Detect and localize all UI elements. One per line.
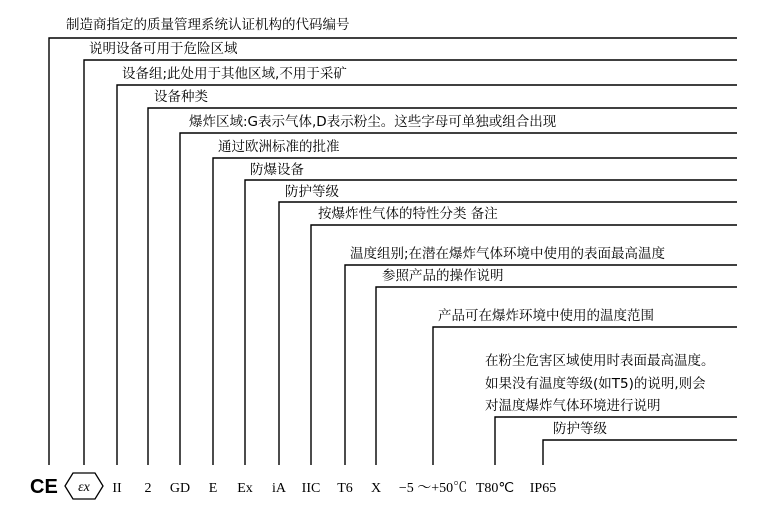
marking-ip: IP65 bbox=[529, 481, 557, 496]
label-european-standard: 通过欧洲标准的批准 bbox=[218, 139, 340, 155]
marking-ambient-range: −5 ～+50℃ bbox=[398, 481, 468, 496]
marking-standard: E bbox=[208, 481, 218, 496]
label-protection-level: 防护等级 bbox=[285, 184, 339, 200]
label-gas-classification: 按爆炸性气体的特性分类 备注 bbox=[318, 206, 498, 222]
leader-ambient-range bbox=[433, 327, 737, 465]
marking-category: 2 bbox=[144, 481, 152, 496]
leader-ip bbox=[543, 440, 737, 465]
marking-ex: Ex bbox=[237, 481, 253, 496]
label-explosion-proof: 防爆设备 bbox=[250, 162, 304, 178]
label-notified-body: 制造商指定的质量管理系统认证机构的代码编号 bbox=[66, 17, 350, 33]
label-dust-surface-temp-3: 对温度爆炸气体环境进行说明 bbox=[485, 398, 661, 414]
label-ip-protection: 防护等级 bbox=[553, 421, 607, 437]
label-temperature-range: 产品可在爆炸环境中使用的温度范围 bbox=[438, 308, 654, 324]
label-operating-instructions: 参照产品的操作说明 bbox=[382, 268, 504, 284]
marking-ce: CE bbox=[30, 476, 58, 498]
leader-protection bbox=[279, 202, 737, 465]
ex-symbol-text: εx bbox=[78, 480, 90, 495]
marking-ex-symbol bbox=[65, 473, 103, 499]
marking-string bbox=[30, 473, 556, 499]
label-explosion-zone: 爆炸区域:G表示气体,D表示粉尘。这些字母可单独或组合出现 bbox=[189, 114, 557, 130]
marking-zone: GD bbox=[169, 481, 191, 496]
marking-temp-class: T6 bbox=[337, 481, 353, 496]
label-temperature-class: 温度组别;在潜在爆炸气体环境中使用的表面最高温度 bbox=[350, 246, 666, 262]
leader-dust-temp bbox=[495, 417, 737, 465]
label-dust-surface-temp-2: 如果没有温度等级(如T5)的说明,则会 bbox=[485, 376, 706, 392]
label-equipment-group: 设备组;此处用于其他区域,不用于采矿 bbox=[122, 66, 347, 82]
marking-dust-temp: T80℃ bbox=[475, 481, 515, 496]
leader-zone bbox=[180, 133, 737, 465]
marking-group: II bbox=[112, 481, 122, 496]
label-dust-surface-temp-1: 在粉尘危害区域使用时表面最高温度。 bbox=[485, 353, 715, 369]
description-labels bbox=[66, 16, 715, 437]
marking-gas-class: IIC bbox=[301, 481, 321, 496]
label-equipment-category: 设备种类 bbox=[154, 89, 208, 105]
marking-protection: iA bbox=[272, 481, 286, 496]
marking-instructions: X bbox=[370, 481, 382, 496]
label-hazardous-area: 说明设备可用于危险区域 bbox=[89, 41, 238, 57]
